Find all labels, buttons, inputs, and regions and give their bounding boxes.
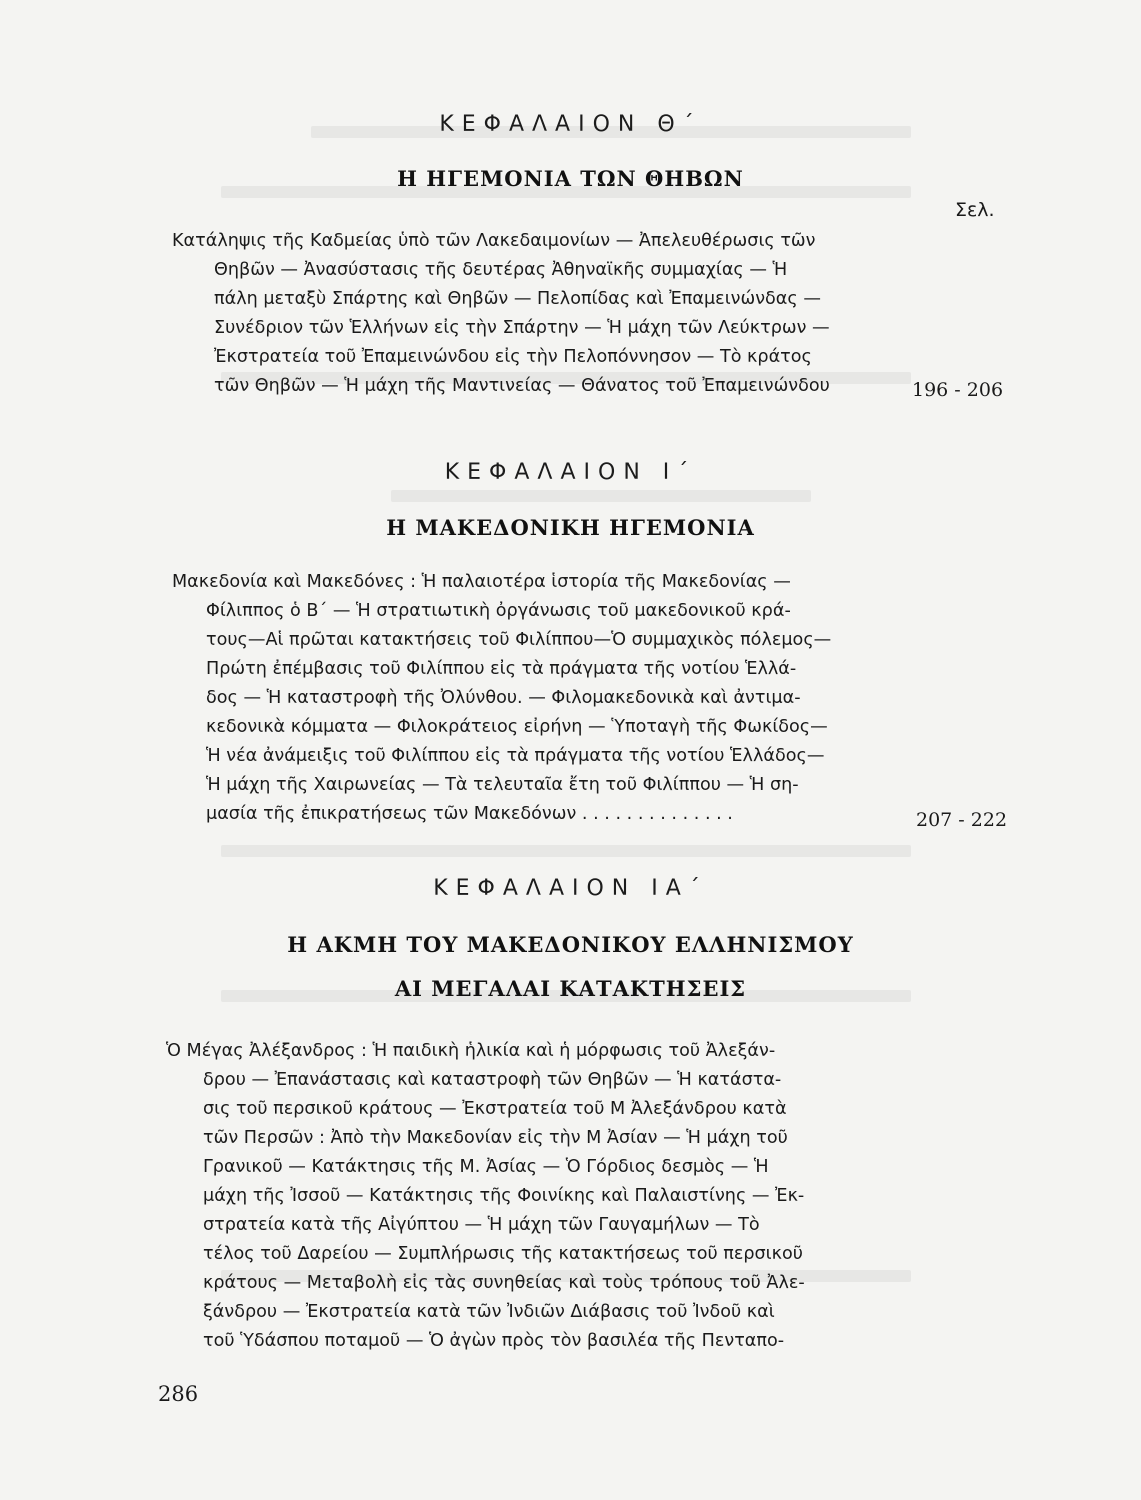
text-line: Θηβῶν — Ἀνασύστασις τῆς δευτέρας Ἀθηναϊκῆς συμμαχίας — Ἡ xyxy=(214,260,788,280)
chapter-title-11: Η ΑΚΜΗ ΤΟΥ ΜΑΚΕΔΟΝΙΚΟΥ ΕΛΛΗΝΙΣΜΟΥ xyxy=(287,932,854,957)
chapter-9-summary xyxy=(172,227,830,401)
text-line: Ἡ μάχη τῆς Χαιρωνείας — Τὰ τελευταῖα ἔτη τοῦ Φιλίππου — Ἡ ση- xyxy=(206,775,799,795)
text-line: τέλος τοῦ Δαρείου — Συμπλήρωσις τῆς κατακτήσεως τοῦ περσικοῦ xyxy=(203,1244,803,1264)
chapter-10-summary xyxy=(172,568,831,829)
chapter-subtitle-11: ΑΙ ΜΕΓΑΛΑΙ ΚΑΤΑΚΤΗΣΕΙΣ xyxy=(394,976,747,1001)
text-line: Μακεδονία καὶ Μακεδόνες : Ἡ παλαιοτέρα ἱστορία τῆς Μακεδονίας — xyxy=(172,572,791,592)
text-line: σις τοῦ περσικοῦ κράτους — Ἐκστρατεία τοῦ Μ Ἀλεξάνδρου κατὰ xyxy=(203,1099,787,1119)
text-line: κράτους — Μεταβολὴ εἰς τὰς συνηθείας καὶ τοὺς τρόπους τοῦ Ἀλε- xyxy=(203,1273,805,1293)
text-line: ξάνδρου — Ἐκστρατεία κατὰ τῶν Ἰνδιῶν Διάβασις τοῦ Ἰνδοῦ καὶ xyxy=(203,1302,775,1322)
text-line: Ἐκστρατεία τοῦ Ἐπαμεινώνδου εἰς τὴν Πελοπόννησον — Τὸ κράτος xyxy=(214,347,812,367)
page-number: 286 xyxy=(158,1382,199,1406)
text-line: Φίλιππος ὁ Β΄ — Ἡ στρατιωτικὴ ὀργάνωσις τοῦ μακεδονικοῦ κρά- xyxy=(206,601,791,621)
text-line: κεδονικὰ κόμματα — Φιλοκράτειος εἰρήνη — Ὑποταγὴ τῆς Φωκίδος— xyxy=(206,717,828,737)
chapter-title-9: Η ΗΓΕΜΟΝΙΑ ΤΩΝ ΘΗΒΩΝ xyxy=(397,166,744,191)
text-line: Κατάληψις τῆς Καδμείας ὑπὸ τῶν Λακεδαιμονίων — Ἀπελευθέρωσις τῶν xyxy=(172,231,816,251)
chapter-9-pages: 196 - 206 xyxy=(912,379,1004,401)
text-line: Γρανικοῦ — Κατάκτησις τῆς Μ. Ἀσίας — Ὁ Γόρδιος δεσμὸς — Ἡ xyxy=(203,1157,769,1177)
page-column-label: Σελ. xyxy=(955,199,995,221)
chapter-10-pages: 207 - 222 xyxy=(916,809,1008,831)
text-line: τους—Αἱ πρῶται κατακτήσεις τοῦ Φιλίππου—Ὁ συμμαχικὸς πόλεμος— xyxy=(206,630,832,650)
text-line: Ὁ Μέγας Ἀλέξανδρος : Ἡ παιδικὴ ἡλικία καὶ ἡ μόρφωσις τοῦ Ἀλεξάν- xyxy=(166,1041,776,1061)
text-line: μασία τῆς ἐπικρατήσεως τῶν Μακεδόνων . . . . . . . . . . . . . . xyxy=(206,804,733,824)
text-line: πάλη μεταξὺ Σπάρτης καὶ Θηβῶν — Πελοπίδας καὶ Ἐπαμεινώνδας — xyxy=(214,289,821,309)
text-line: τῶν Περσῶν : Ἀπὸ τὴν Μακεδονίαν εἰς τὴν Μ Ἀσίαν — Ἡ μάχη τοῦ xyxy=(203,1128,788,1148)
text-line: Ἡ νέα ἀνάμειξις τοῦ Φιλίππου εἰς τὰ πράγματα τῆς νοτίου Ἑλλάδος— xyxy=(206,746,825,766)
chapter-11-summary xyxy=(166,1037,805,1356)
chapter-label-11: ΚΕΦΑΛΑΙΟΝ ΙΑ΄ xyxy=(433,876,708,901)
text-line: στρατεία κατὰ τῆς Αἰγύπτου — Ἡ μάχη τῶν Γαυγαμήλων — Τὸ xyxy=(203,1215,760,1235)
chapter-title-10: Η ΜΑΚΕΔΟΝΙΚΗ ΗΓΕΜΟΝΙΑ xyxy=(386,515,755,540)
text-line: δος — Ἡ καταστροφὴ τῆς Ὀλύνθου. — Φιλομακεδονικὰ καὶ ἀντιμα- xyxy=(206,688,801,708)
chapter-label-10: ΚΕΦΑΛΑΙΟΝ Ι΄ xyxy=(444,460,697,485)
text-line: Συνέδριον τῶν Ἑλλήνων εἰς τὴν Σπάρτην — Ἡ μάχη τῶν Λεύκτρων — xyxy=(214,318,830,338)
text-line: δρου — Ἐπανάστασις καὶ καταστροφὴ τῶν Θηβῶν — Ἡ κατάστα- xyxy=(203,1070,782,1090)
text-line: τῶν Θηβῶν — Ἡ μάχη τῆς Μαντινείας — Θάνατος τοῦ Ἐπαμεινώνδου xyxy=(214,376,830,396)
chapter-label-9: ΚΕΦΑΛΑΙΟΝ Θ΄ xyxy=(439,112,702,137)
text-line: Πρώτη ἐπέμβασις τοῦ Φιλίππου εἰς τὰ πράγματα τῆς νοτίου Ἑλλά- xyxy=(206,659,797,679)
text-line: μάχη τῆς Ἰσσοῦ — Κατάκτησις τῆς Φοινίκης καὶ Παλαιστίνης — Ἐκ- xyxy=(203,1186,805,1206)
text-line: τοῦ Ὑδάσπου ποταμοῦ — Ὁ ἀγὼν πρὸς τὸν βασιλέα τῆς Πενταπο- xyxy=(203,1331,785,1351)
